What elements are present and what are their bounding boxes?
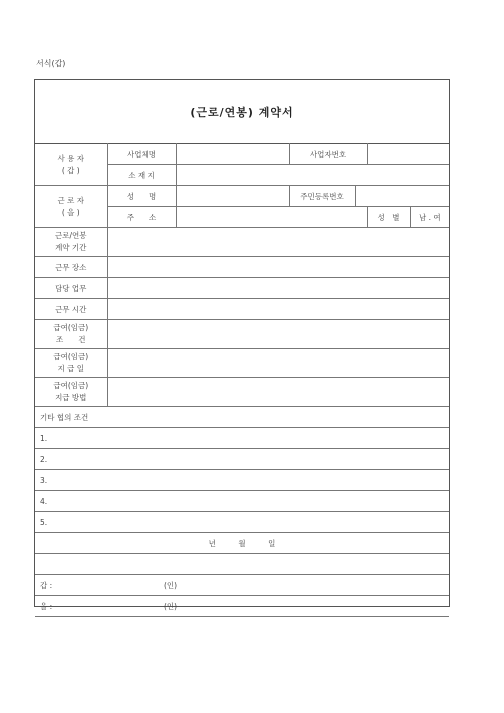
other-term-item bbox=[35, 449, 449, 470]
term-label-pay-method: 급여(임금) 지급 방법 bbox=[35, 378, 107, 407]
term-label-salary-terms: 급여(임금) 조 건 bbox=[35, 320, 107, 349]
term-label-duty: 담당 업무 bbox=[35, 278, 107, 299]
location-field[interactable] bbox=[176, 165, 449, 186]
address-label: 주 소 bbox=[107, 207, 176, 228]
other-term-item-2[interactable]: 2. bbox=[35, 449, 449, 470]
employer-row-1 bbox=[35, 144, 449, 165]
address-field[interactable] bbox=[176, 207, 367, 228]
signature-party-a[interactable]: 갑 : (인) bbox=[35, 575, 449, 596]
term-row-duty bbox=[35, 278, 449, 299]
worker-row-1 bbox=[35, 186, 449, 207]
term-field-pay-method[interactable] bbox=[107, 378, 449, 407]
term-field-pay-day[interactable] bbox=[107, 349, 449, 378]
other-term-item-4[interactable]: 4. bbox=[35, 491, 449, 512]
term-row-pay-day bbox=[35, 349, 449, 378]
term-field-place[interactable] bbox=[107, 257, 449, 278]
signature-party-b[interactable]: 을 : (인) bbox=[35, 596, 449, 617]
seal-mark: (인) bbox=[163, 601, 178, 611]
other-term-item bbox=[35, 512, 449, 533]
blank-spacer bbox=[35, 554, 449, 575]
contract-sheet bbox=[34, 79, 450, 611]
gender-field[interactable]: 남 . 여 bbox=[410, 207, 449, 228]
resident-no-label: 주민등록번호 bbox=[289, 186, 355, 207]
term-label-hours: 근무 시간 bbox=[35, 299, 107, 320]
resident-no-field[interactable] bbox=[355, 186, 449, 207]
other-term-item bbox=[35, 470, 449, 491]
document-title: (근로/연봉) 계약서 bbox=[190, 105, 294, 119]
term-field-salary-terms[interactable] bbox=[107, 320, 449, 349]
business-name-label: 사업체명 bbox=[107, 144, 176, 165]
term-row-place bbox=[35, 257, 449, 278]
term-label-place: 근무 장소 bbox=[35, 257, 107, 278]
contract-date[interactable]: 년 월 일 bbox=[35, 533, 449, 554]
location-label: 소 재 지 bbox=[107, 165, 176, 186]
term-field-duty[interactable] bbox=[107, 278, 449, 299]
term-field-hours[interactable] bbox=[107, 299, 449, 320]
name-field[interactable] bbox=[176, 186, 289, 207]
form-label: 서식(갑) bbox=[36, 59, 66, 68]
name-label: 성 명 bbox=[107, 186, 176, 207]
other-terms-heading-row bbox=[35, 407, 449, 428]
term-label-pay-day: 급여(임금) 지 급 일 bbox=[35, 349, 107, 378]
seal-mark: (인) bbox=[163, 580, 178, 590]
term-row-period bbox=[35, 228, 449, 257]
gender-label: 성 별 bbox=[367, 207, 410, 228]
contract-table bbox=[35, 143, 449, 617]
other-terms-heading: 기타 협의 조건 bbox=[35, 407, 449, 428]
other-term-item-3[interactable]: 3. bbox=[35, 470, 449, 491]
signature-row-a bbox=[35, 575, 449, 596]
business-reg-no-label: 사업자번호 bbox=[289, 144, 367, 165]
other-term-item bbox=[35, 491, 449, 512]
date-row bbox=[35, 533, 449, 554]
blank-row bbox=[35, 554, 449, 575]
business-name-field[interactable] bbox=[176, 144, 289, 165]
business-reg-no-field[interactable] bbox=[367, 144, 449, 165]
signature-row-b bbox=[35, 596, 449, 617]
term-row-pay-method bbox=[35, 378, 449, 407]
other-term-item-5[interactable]: 5. bbox=[35, 512, 449, 533]
term-row-salary-terms bbox=[35, 320, 449, 349]
other-term-item-1[interactable]: 1. bbox=[35, 428, 449, 449]
other-term-item bbox=[35, 428, 449, 449]
employer-label: 사 용 자 ( 갑 ) bbox=[35, 144, 107, 186]
term-label-period: 근로/연봉 계약 기간 bbox=[35, 228, 107, 257]
term-field-period[interactable] bbox=[107, 228, 449, 257]
term-row-hours bbox=[35, 299, 449, 320]
worker-label: 근 로 자 ( 을 ) bbox=[35, 186, 107, 228]
